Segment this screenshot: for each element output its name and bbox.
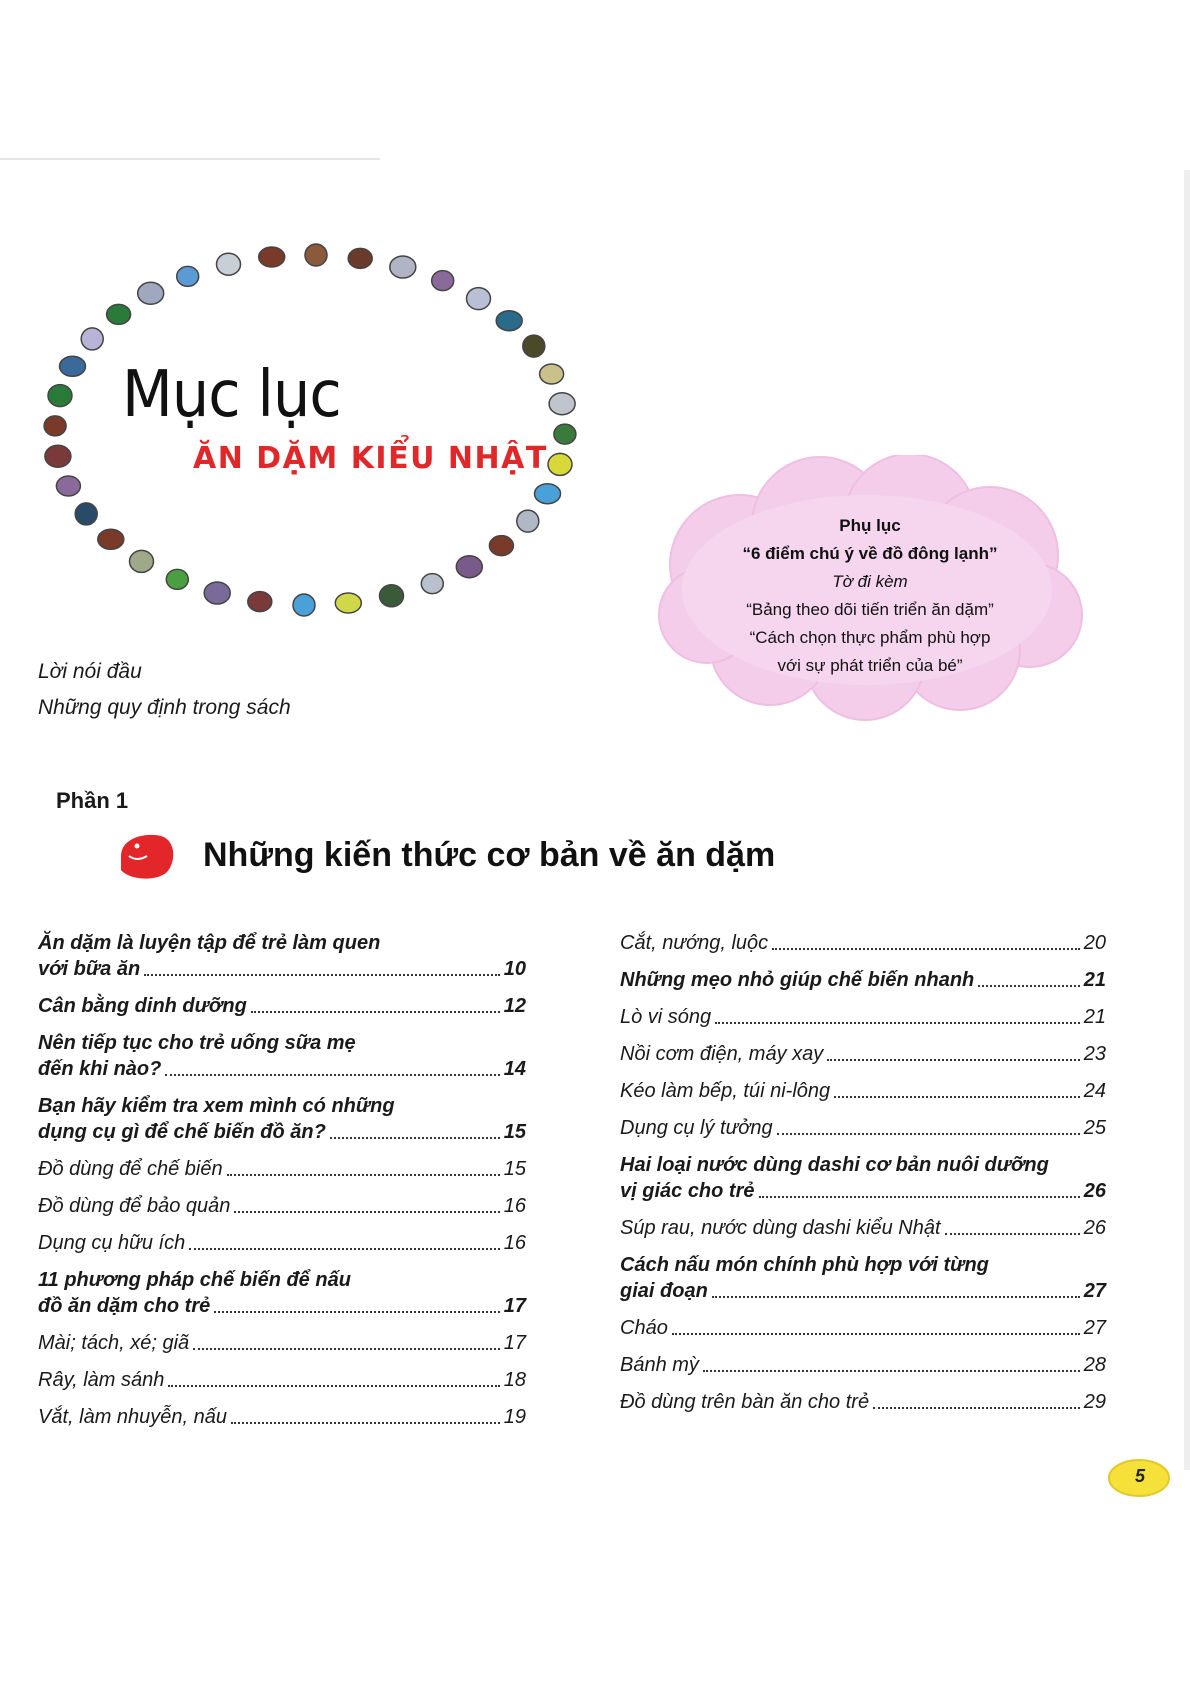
dot-leader [189, 1248, 500, 1250]
frame-dot [130, 550, 154, 572]
toc-entry-page: 29 [1083, 1391, 1106, 1413]
toc-entry-multiline [620, 1152, 1106, 1204]
frame-dot [259, 247, 285, 267]
toc-entry-title: Rây, làm sánh [38, 1369, 165, 1391]
appendix-item-3-line-2: với sự phát triển của bé” [777, 656, 963, 675]
toc-entry-title: Dụng cụ lý tưởng [620, 1117, 773, 1139]
toc-entry-title: Súp rau, nước dùng dashi kiểu Nhật [620, 1217, 941, 1239]
toc-entry-page: 18 [503, 1369, 526, 1391]
toc-entry-page: 15 [503, 1158, 526, 1180]
toc-entry-title: Nồi cơm điện, máy xay [620, 1043, 824, 1065]
toc-entry-title: đến khi nào? [38, 1058, 162, 1080]
frame-dot [554, 424, 576, 444]
toc-entry-title: Đồ dùng để chế biến [38, 1158, 223, 1180]
dot-leader [165, 1074, 499, 1076]
frame-dot [348, 248, 372, 268]
toc-entry-multiline [38, 1093, 526, 1145]
toc-entry-multiline [620, 1252, 1106, 1304]
toc-entry [38, 993, 526, 1019]
frame-dot [421, 574, 443, 594]
toc-entry-page: 19 [503, 1406, 526, 1428]
dot-leader [234, 1211, 499, 1213]
frame-dot [45, 445, 71, 467]
toc-entry-page: 14 [503, 1058, 526, 1080]
toc-entry-title: Kéo làm bếp, túi ni-lông [620, 1080, 831, 1102]
frame-dot [56, 476, 80, 496]
toc-entry [620, 1278, 1106, 1304]
frame-dot [535, 484, 561, 504]
toc-entry-multiline [38, 1267, 526, 1319]
toc-entry [38, 1293, 526, 1319]
toc-entry-multiline [38, 930, 526, 982]
toc-entry-title: Cắt, nướng, luộc [620, 932, 769, 954]
frame-dot [540, 364, 564, 384]
dot-leader [834, 1096, 1080, 1098]
toc-entry-page: 17 [503, 1332, 526, 1354]
frame-dot [517, 510, 539, 532]
part-label: Phần 1 [56, 788, 129, 813]
toc-entry [38, 1330, 526, 1356]
appendix-heading: Phụ lục [839, 516, 901, 535]
appendix-item-2: “Bảng theo dõi tiến triển ăn dặm” [746, 600, 994, 619]
frame-dot [177, 266, 199, 286]
frame-dot [335, 593, 361, 613]
toc-entry-title-line-1: Cách nấu món chính phù hợp với từng [620, 1254, 989, 1276]
frame-dot [138, 282, 164, 304]
toc-entry-title: Bánh mỳ [620, 1354, 699, 1376]
frame-dot [166, 569, 188, 589]
toc-entry-title-line-1: Bạn hãy kiểm tra xem mình có những [38, 1095, 395, 1117]
toc-entry [38, 1193, 526, 1219]
frame-dot [523, 335, 545, 357]
toc-entry-page: 24 [1083, 1080, 1106, 1102]
toc-entry-title: đồ ăn dặm cho trẻ [38, 1295, 211, 1317]
toc-entry-page: 26 [1083, 1180, 1106, 1202]
toc-entry-title: Dụng cụ hữu ích [38, 1232, 186, 1254]
toc-entry-title: Cân bằng dinh dưỡng [38, 995, 247, 1017]
toc-entry-page: 15 [503, 1121, 526, 1143]
dot-leader [168, 1385, 499, 1387]
frame-dot [107, 304, 131, 324]
frame-dot [380, 585, 404, 607]
dot-leader [214, 1311, 500, 1313]
frame-dot [204, 582, 230, 604]
frame-dot [44, 416, 66, 436]
toc-entry-page: 20 [1083, 932, 1106, 954]
toc-entry-title: Lò vi sóng [620, 1006, 712, 1028]
toc-entry-page: 16 [503, 1195, 526, 1217]
toc-entry-page: 12 [503, 995, 526, 1017]
toc-entry [38, 1230, 526, 1256]
frame-dot [489, 536, 513, 556]
frame-dot [548, 453, 572, 475]
toc-entry-title: Cháo [620, 1317, 668, 1339]
dot-leader [193, 1348, 500, 1350]
toc-entry [38, 956, 526, 982]
dot-leader [703, 1370, 1080, 1372]
frame-dot [81, 328, 103, 350]
frame-dot [98, 529, 124, 549]
dot-leader [712, 1296, 1080, 1298]
toc-entry-title-line-1: Hai loại nước dùng dashi cơ bản nuôi dưỡng [620, 1154, 1049, 1176]
appendix-note: Tờ đi kèm [832, 572, 908, 591]
toc-entry-page: 27 [1083, 1280, 1106, 1302]
dot-leader [772, 948, 1080, 950]
toc-entry-title-line-1: Ăn dặm là luyện tập để trẻ làm quen [38, 932, 381, 954]
frame-dot [248, 592, 272, 612]
toc-entry-page: 26 [1083, 1217, 1106, 1239]
frame-dot [432, 271, 454, 291]
toc-entry-page: 21 [1083, 1006, 1106, 1028]
toc-entry [620, 1178, 1106, 1204]
toc-entry-title: vị giác cho trẻ [620, 1180, 755, 1202]
dot-leader [231, 1422, 500, 1424]
frame-dot [60, 356, 86, 376]
frame-dot [549, 393, 575, 415]
toc-entry-title: Đồ dùng để bảo quản [38, 1195, 231, 1217]
toc-entry-page: 27 [1083, 1317, 1106, 1339]
dot-leader [672, 1333, 1080, 1335]
dot-leader [715, 1022, 1080, 1024]
toc-left-column [38, 930, 526, 1441]
toc-entry [620, 930, 1106, 956]
part-title: Những kiến thức cơ bản về ăn dặm [203, 836, 776, 874]
front-matter-preface: Lời nói đầu [38, 660, 142, 683]
toc-entry-title: Đồ dùng trên bàn ăn cho trẻ [620, 1391, 870, 1413]
toc-entry-page: 25 [1083, 1117, 1106, 1139]
dot-leader [777, 1133, 1080, 1135]
toc-entry-title: với bữa ăn [38, 958, 141, 980]
toc-entry [620, 1004, 1106, 1030]
frame-dot [293, 594, 315, 616]
appendix-item-1: “6 điểm chú ý về đồ đông lạnh” [742, 544, 998, 563]
frame-dot [75, 503, 97, 525]
toc-entry-title: Vắt, làm nhuyễn, nấu [38, 1406, 228, 1428]
frame-dot [467, 288, 491, 310]
dot-leader [759, 1196, 1080, 1198]
toc-entry-page: 23 [1083, 1043, 1106, 1065]
dot-leader [978, 985, 1079, 987]
toc-entry [620, 1315, 1106, 1341]
toc-entry [620, 1389, 1106, 1415]
toc-entry [38, 1056, 526, 1082]
frame-dot [456, 556, 482, 578]
toc-entry-title: giai đoạn [620, 1280, 708, 1302]
toc-entry [38, 1404, 526, 1430]
toc-entry-title: Những mẹo nhỏ giúp chế biến nhanh [620, 969, 975, 991]
frame-dot [48, 385, 72, 407]
toc-entry-page: 16 [503, 1232, 526, 1254]
toc-entry [620, 967, 1106, 993]
dot-leader [827, 1059, 1079, 1061]
toc-entry-page: 28 [1083, 1354, 1106, 1376]
frame-dot [496, 311, 522, 331]
toc-entry-title-line-1: 11 phương pháp chế biến để nấu [38, 1269, 351, 1291]
dot-leader [227, 1174, 500, 1176]
toc-entry-page: 21 [1083, 969, 1106, 991]
dot-leader [945, 1233, 1080, 1235]
toc-entry [38, 1156, 526, 1182]
toc-entry-title: Mài; tách, xé; giã [38, 1332, 190, 1354]
toc-entry [620, 1041, 1106, 1067]
toc-entry-title-line-1: Nên tiếp tục cho trẻ uống sữa mẹ [38, 1032, 356, 1054]
appendix-item-3-line-1: “Cách chọn thực phẩm phù hợp [749, 628, 991, 647]
frame-dot [305, 244, 327, 266]
toc-entry-multiline [38, 1030, 526, 1082]
toc-entry [38, 1367, 526, 1393]
page-title: Mục lục [122, 358, 341, 432]
toc-entry [38, 1119, 526, 1145]
frame-dot [217, 253, 241, 275]
toc-entry [620, 1215, 1106, 1241]
toc-right-column [620, 930, 1106, 1426]
book-title: ĂN DẶM KIỂU NHẬT [193, 441, 548, 476]
dot-leader [251, 1011, 500, 1013]
toc-entry [620, 1352, 1106, 1378]
dot-leader [873, 1407, 1080, 1409]
toc-entry-page: 17 [503, 1295, 526, 1317]
front-matter-conventions: Những quy định trong sách [38, 696, 291, 719]
dot-leader [330, 1137, 500, 1139]
frame-dot [390, 256, 416, 278]
toc-entry [620, 1078, 1106, 1104]
toc-entry-page: 10 [503, 958, 526, 980]
part-icon [115, 830, 177, 882]
dot-leader [144, 974, 500, 976]
page-number: 5 [1134, 1466, 1145, 1486]
toc-entry-title: dụng cụ gì để chế biến đồ ăn? [38, 1121, 326, 1143]
toc-entry [620, 1115, 1106, 1141]
appendix-text [660, 512, 1080, 680]
